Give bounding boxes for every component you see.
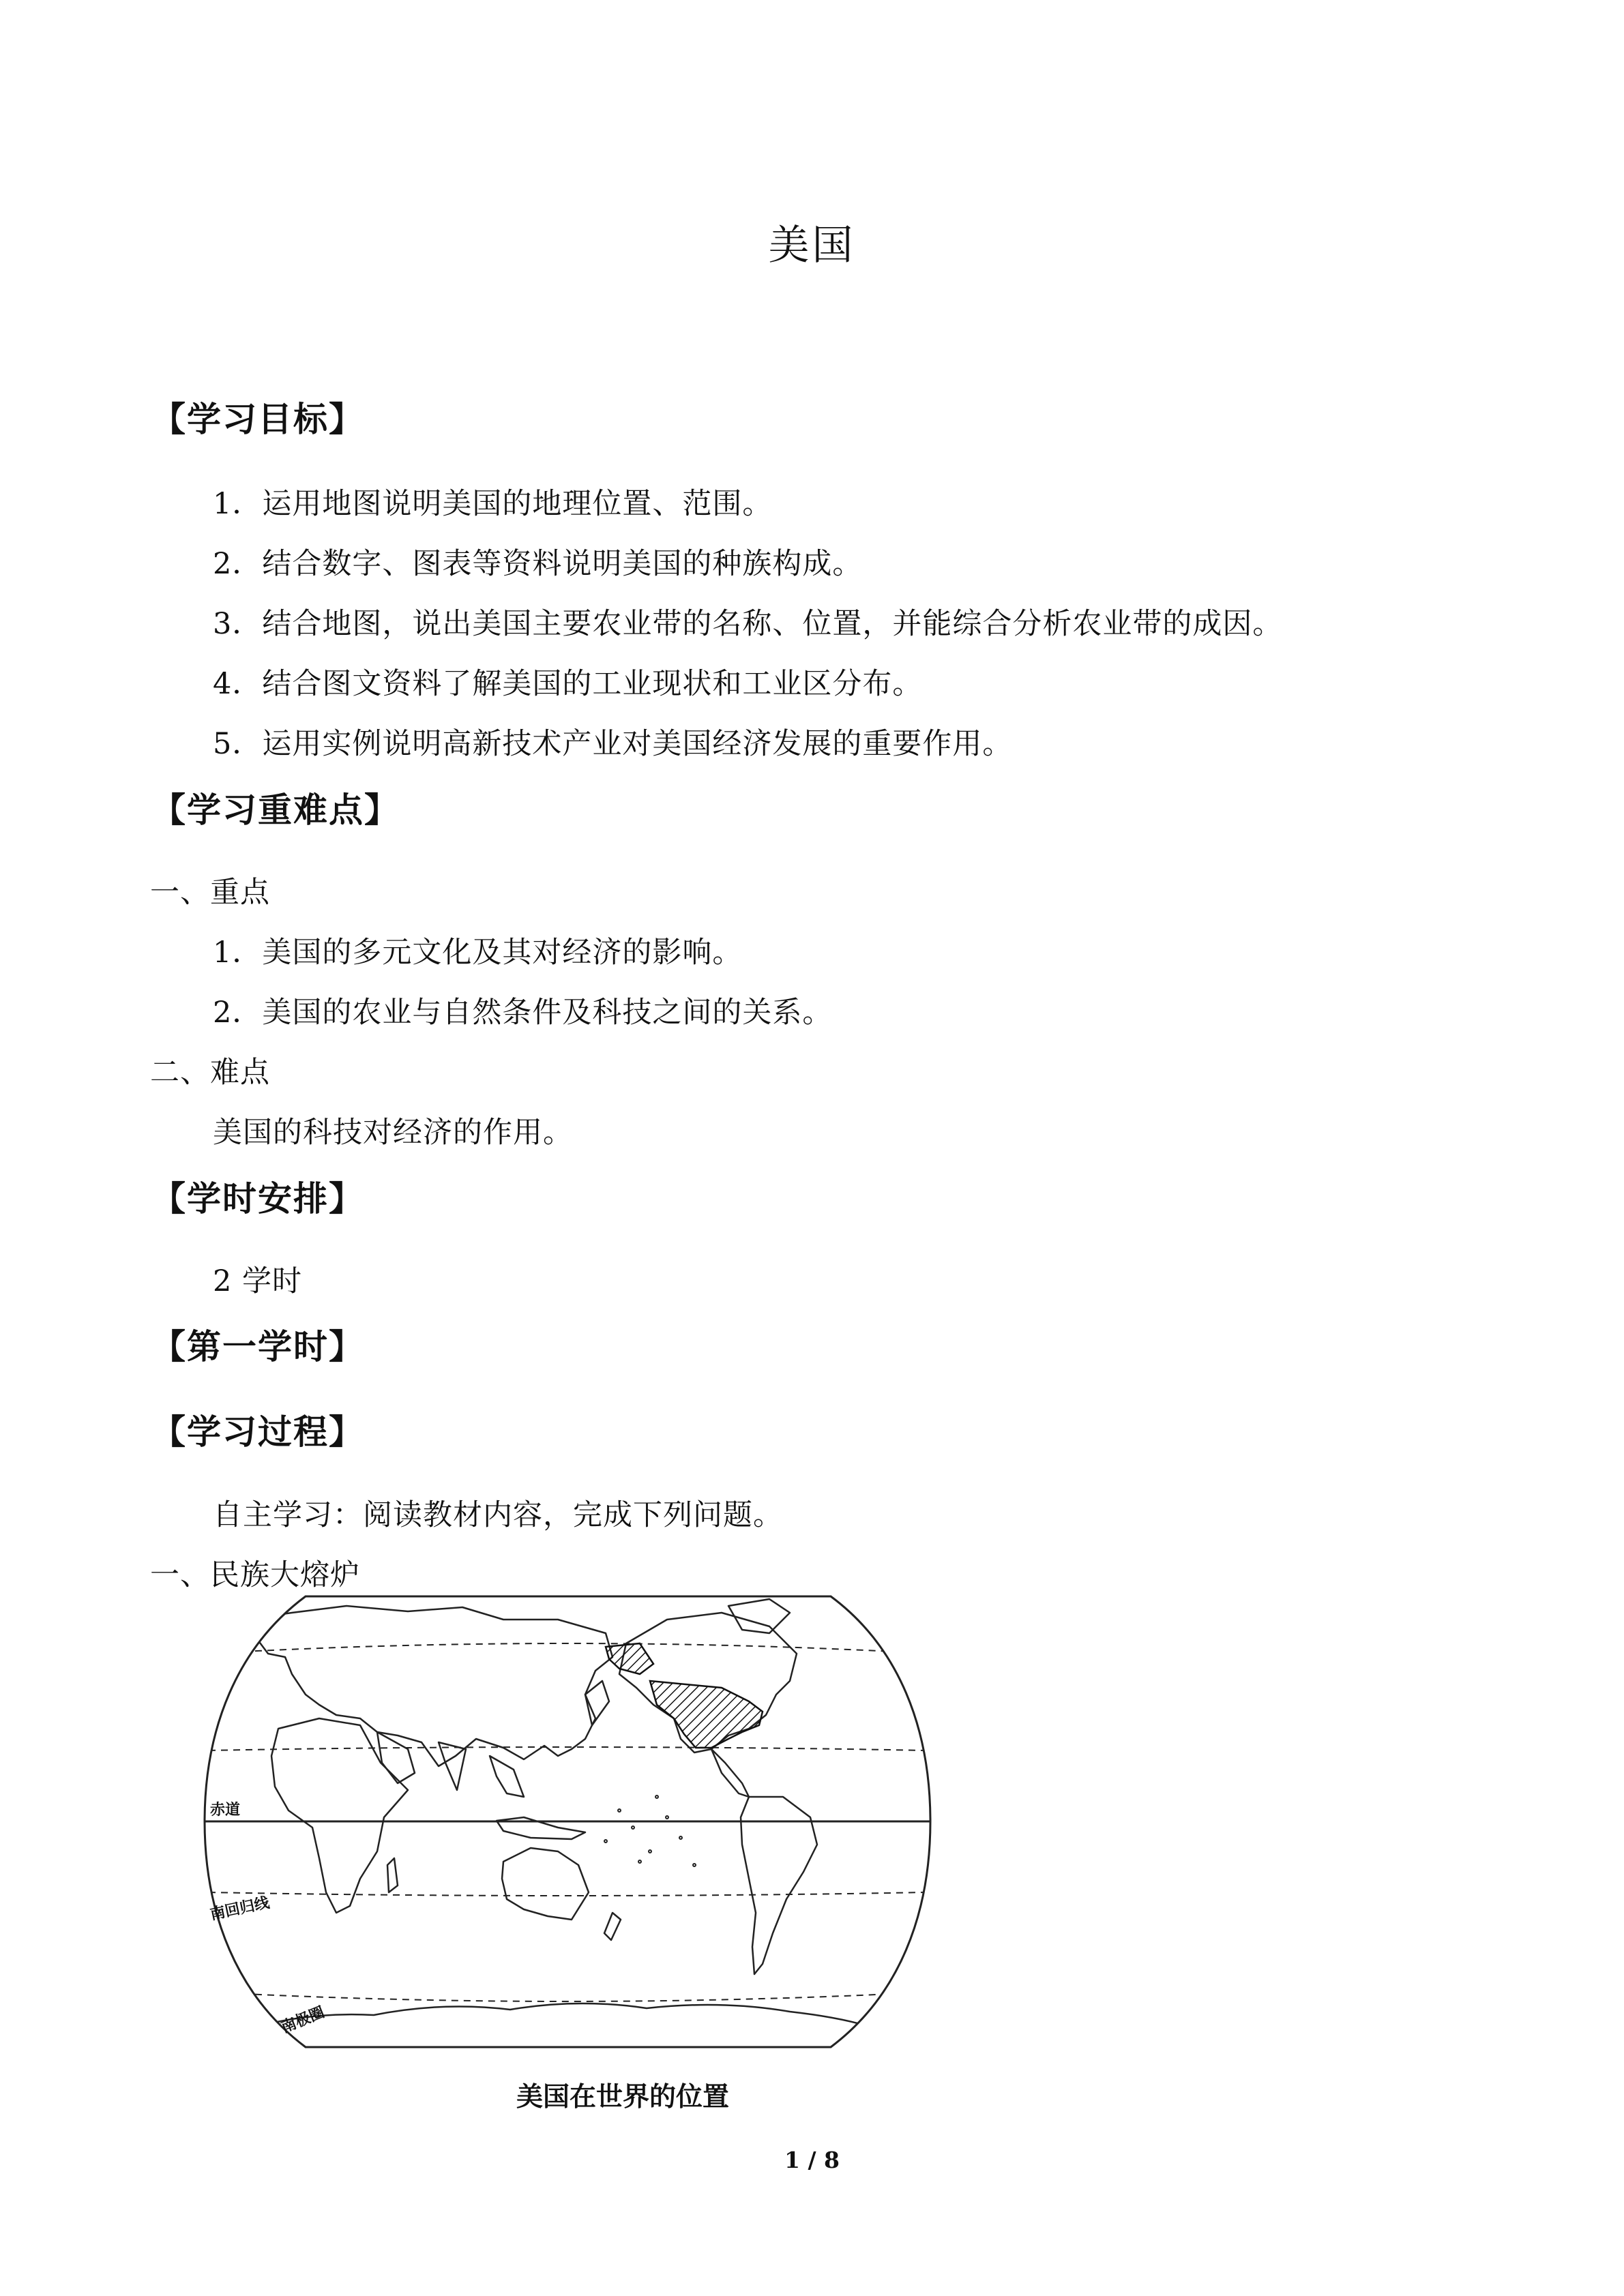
heading-first-period: 【第一学时】 xyxy=(151,1327,364,1367)
page-title: 美国 xyxy=(768,222,856,269)
figure-caption: 美国在世界的位置 xyxy=(516,2082,729,2113)
process-intro: 自主学习：阅读教材内容，完成下列问题。 xyxy=(213,1498,783,1532)
key-part1-label: 一、重点 xyxy=(150,876,270,910)
key-item-2: 2．美国的农业与自然条件及科技之间的关系。 xyxy=(213,996,833,1030)
heading-goals: 【学习目标】 xyxy=(151,400,364,439)
process-sub1: 一、民族大熔炉 xyxy=(150,1558,360,1592)
key-part2-text: 美国的科技对经济的作用。 xyxy=(213,1116,573,1150)
key-part2-label: 二、难点 xyxy=(150,1056,270,1090)
goal-item-2: 2．结合数字、图表等资料说明美国的种族构成。 xyxy=(213,547,863,581)
heading-schedule: 【学时安排】 xyxy=(151,1179,364,1219)
schedule-text: 2 学时 xyxy=(213,1264,303,1298)
label-equator: 赤道 xyxy=(210,1802,241,1819)
label-antarctic-circle: 南极圈 xyxy=(278,2003,327,2037)
world-map-figure xyxy=(203,1592,932,2051)
goal-item-4: 4．结合图文资料了解美国的工业现状和工业区分布。 xyxy=(213,667,923,701)
goal-item-1: 1．运用地图说明美国的地理位置、范围。 xyxy=(213,487,773,521)
key-item-1: 1．美国的多元文化及其对经济的影响。 xyxy=(213,936,743,970)
world-map xyxy=(203,1592,932,2051)
heading-process: 【学习过程】 xyxy=(151,1412,364,1452)
goal-item-3: 3．结合地图，说出美国主要农业带的名称、位置，并能综合分析农业带的成因。 xyxy=(213,607,1283,641)
label-tropic-capricorn: 南回归线 xyxy=(209,1894,271,1924)
heading-key-points: 【学习重难点】 xyxy=(151,790,400,830)
page-number: 1 / 8 xyxy=(784,2147,840,2173)
goal-item-5: 5．运用实例说明高新技术产业对美国经济发展的重要作用。 xyxy=(213,727,1013,761)
